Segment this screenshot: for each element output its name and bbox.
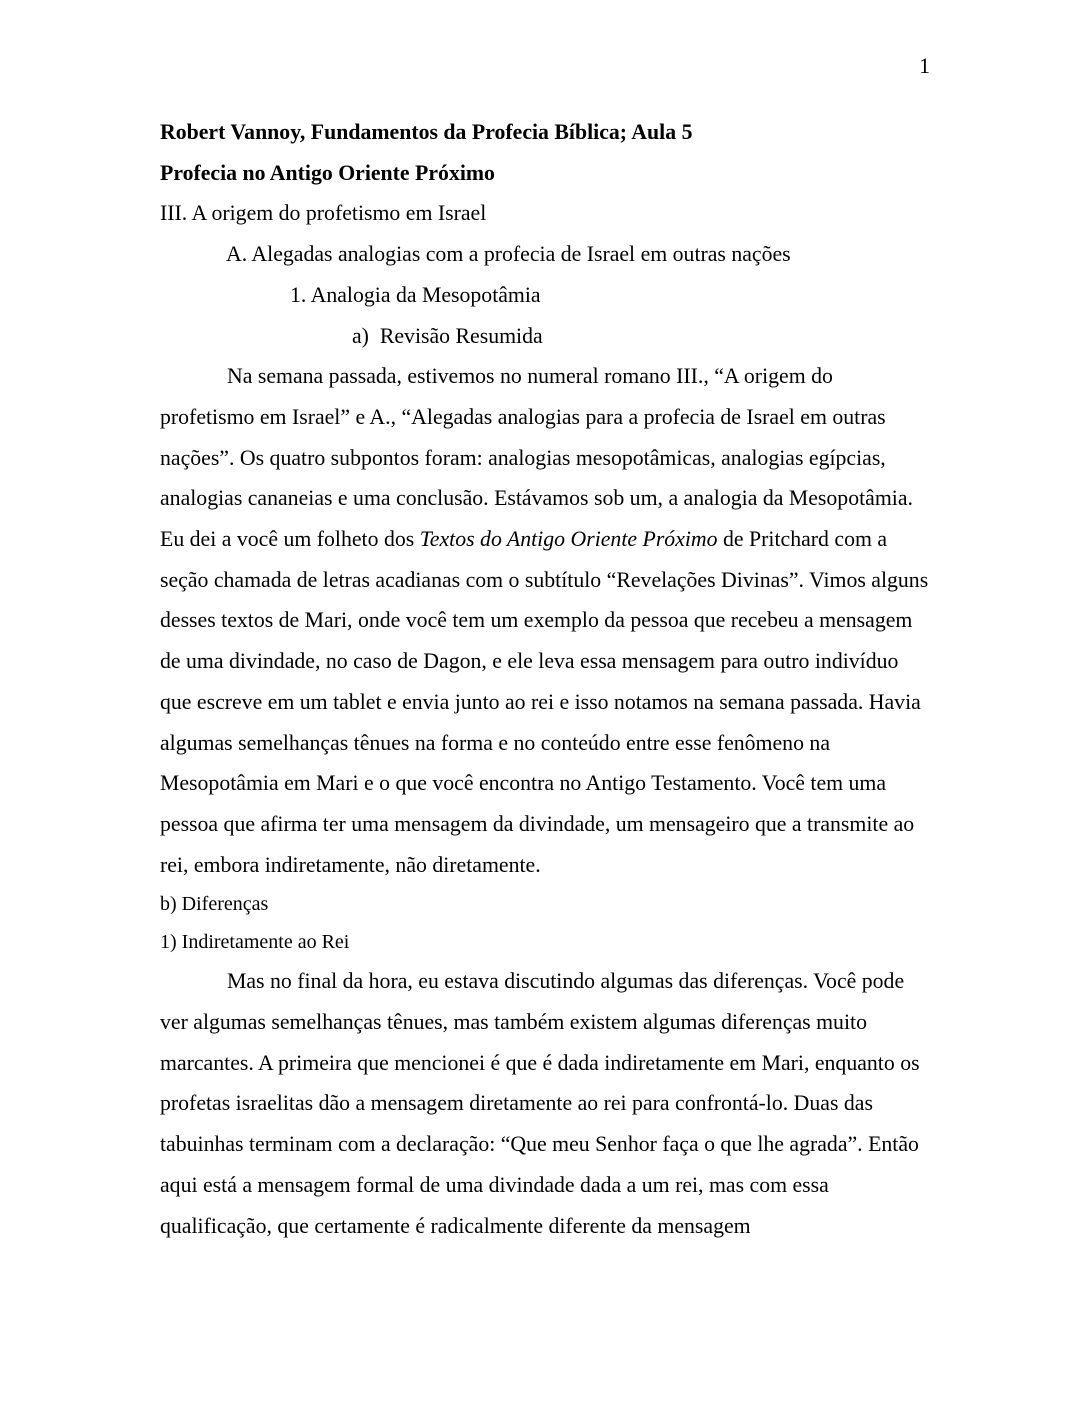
book-title-italic: Textos do Antigo Oriente Próximo bbox=[419, 527, 718, 552]
document-title-line-2: Profecia no Antigo Oriente Próximo bbox=[160, 160, 495, 185]
outline-heading-iii: III. A origem do profetismo em Israel bbox=[160, 201, 487, 226]
document-content bbox=[160, 112, 930, 1246]
outline-heading-1: 1. Analogia da Mesopotâmia bbox=[290, 282, 541, 307]
outline-heading-a-revisao-resumida: a) Revisão Resumida bbox=[352, 323, 543, 348]
page-number: 1 bbox=[919, 54, 930, 78]
paragraph-revisao bbox=[160, 356, 930, 885]
paragraph-revisao-text-after: de Pritchard com a seção chamada de letras acadianas com o subtítulo “Revelações Divinas”. Vimos alguns desses textos de Mari, onde você tem um exemplo da pessoa que recebeu a mensagem de uma divindade, no caso de Dagon, e ele leva essa mensagem para outro indivíduo que escreve em um tablet e envia junto ao rei e isso notamos na semana passada. Havia algumas semelhanças tênues na forma e no conteúdo entre esse fenômeno na Mesopotâmia em Mari e o que você encontra no Antigo Testamento. Você tem uma pessoa que afirma ter uma mensagem da divindade, um mensageiro que a transmite ao rei, embora indiretamente, não diretamente. bbox=[160, 527, 929, 877]
outline-heading-a: A. Alegadas analogias com a profecia de Israel em outras nações bbox=[226, 242, 791, 267]
document-title-line-1: Robert Vannoy, Fundamentos da Profecia Bíblica; Aula 5 bbox=[160, 120, 693, 144]
paragraph-revisao-text-before: Na semana passada, estivemos no numeral romano III., “A origem do profetismo em Israel” e A., “Alegadas analogias para a profecia de Israel em outras nações”. Os quatro subpontos foram: analogias mesopotâmicas, analogias egípcias, analogias cananeias e uma conclusão. Estávamos sob um, a analogia da Mesopotâmia. Eu dei a você um folheto dos bbox=[160, 364, 913, 552]
subheading-b-diferencas: b) Diferenças bbox=[160, 893, 269, 916]
subheading-1-indiretamente-ao-rei: 1) Indiretamente ao Rei bbox=[160, 931, 350, 954]
paragraph-diferencas: Mas no final da hora, eu estava discutindo algumas das diferenças. Você pode ver algumas semelhanças tênues, mas também existem algumas diferenças muito marcantes. A primeira que mencionei é que é dada indiretamente em Mari, enquanto os profetas israelitas dão a mensagem diretamente ao rei para confrontá-lo. Duas das tabuinhas terminam com a declaração: “Que meu Senhor faça o que lhe agrada”. Então aqui está a mensagem formal de uma divindade dada a um rei, mas com essa qualificação, que certamente é radicalmente diferente da mensagem bbox=[160, 969, 920, 1238]
